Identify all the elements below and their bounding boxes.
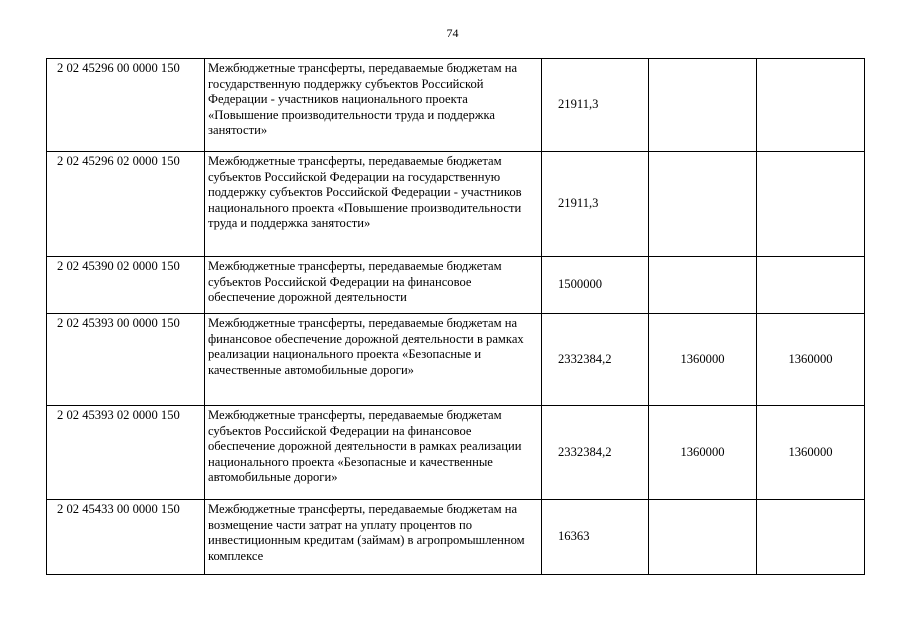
budget-code-cell: 2 02 45296 02 0000 150: [47, 152, 205, 257]
amount-year3-cell: [757, 257, 865, 314]
amount-year2-cell: [649, 500, 757, 575]
amount-year3-cell: [757, 500, 865, 575]
revenue-name-cell: Межбюджетные трансферты, передаваемые бюджетам на финансовое обеспечение дорожной деятельности в рамках реализации национального проекта «Безопасные и качественные автомобильные дороги»: [205, 314, 542, 406]
budget-code-cell: 2 02 45393 02 0000 150: [47, 406, 205, 500]
amount-year3-cell: 1360000: [757, 406, 865, 500]
table-row: [47, 257, 865, 314]
amount-year1-cell: 21911,3: [542, 152, 649, 257]
amount-year1-cell: 21911,3: [542, 59, 649, 152]
table-row: [47, 314, 865, 406]
amount-year1-cell: 16363: [542, 500, 649, 575]
amount-year2-cell: 1360000: [649, 314, 757, 406]
table-row: [47, 152, 865, 257]
amount-year3-cell: [757, 152, 865, 257]
amount-year2-cell: [649, 59, 757, 152]
page-number: 74: [446, 26, 459, 40]
amount-year2-cell: [649, 152, 757, 257]
budget-code-cell: 2 02 45296 00 0000 150: [47, 59, 205, 152]
table-row: [47, 500, 865, 575]
revenue-name-cell: Межбюджетные трансферты, передаваемые бюджетам субъектов Российской Федерации на финансовое обеспечение дорожной деятельности в рамках реализации национального проекта «Безопасные и качественные автомобильные дороги»: [205, 406, 542, 500]
amount-year3-cell: [757, 59, 865, 152]
table-row: [47, 59, 865, 152]
amount-year1-cell: 1500000: [542, 257, 649, 314]
amount-year1-cell: 2332384,2: [542, 314, 649, 406]
amount-year2-cell: 1360000: [649, 406, 757, 500]
budget-revenue-table: [46, 58, 865, 575]
revenue-name-cell: Межбюджетные трансферты, передаваемые бюджетам субъектов Российской Федерации на государственную поддержку субъектов Российской Федерации - участников национального проекта «Повышение производительности труда и поддержка занятости»: [205, 152, 542, 257]
revenue-name-cell: Межбюджетные трансферты, передаваемые бюджетам субъектов Российской Федерации на финансовое обеспечение дорожной деятельности: [205, 257, 542, 314]
budget-code-cell: 2 02 45393 00 0000 150: [47, 314, 205, 406]
amount-year3-cell: 1360000: [757, 314, 865, 406]
table-row: [47, 406, 865, 500]
revenue-name-cell: Межбюджетные трансферты, передаваемые бюджетам на возмещение части затрат на уплату процентов по инвестиционным кредитам (займам) в агропромышленном комплексе: [205, 500, 542, 575]
revenue-name-cell: Межбюджетные трансферты, передаваемые бюджетам на государственную поддержку субъектов Российской Федерации - участников национального проекта «Повышение производительности труда и поддержка занятости»: [205, 59, 542, 152]
amount-year2-cell: [649, 257, 757, 314]
budget-code-cell: 2 02 45433 00 0000 150: [47, 500, 205, 575]
amount-year1-cell: 2332384,2: [542, 406, 649, 500]
budget-code-cell: 2 02 45390 02 0000 150: [47, 257, 205, 314]
